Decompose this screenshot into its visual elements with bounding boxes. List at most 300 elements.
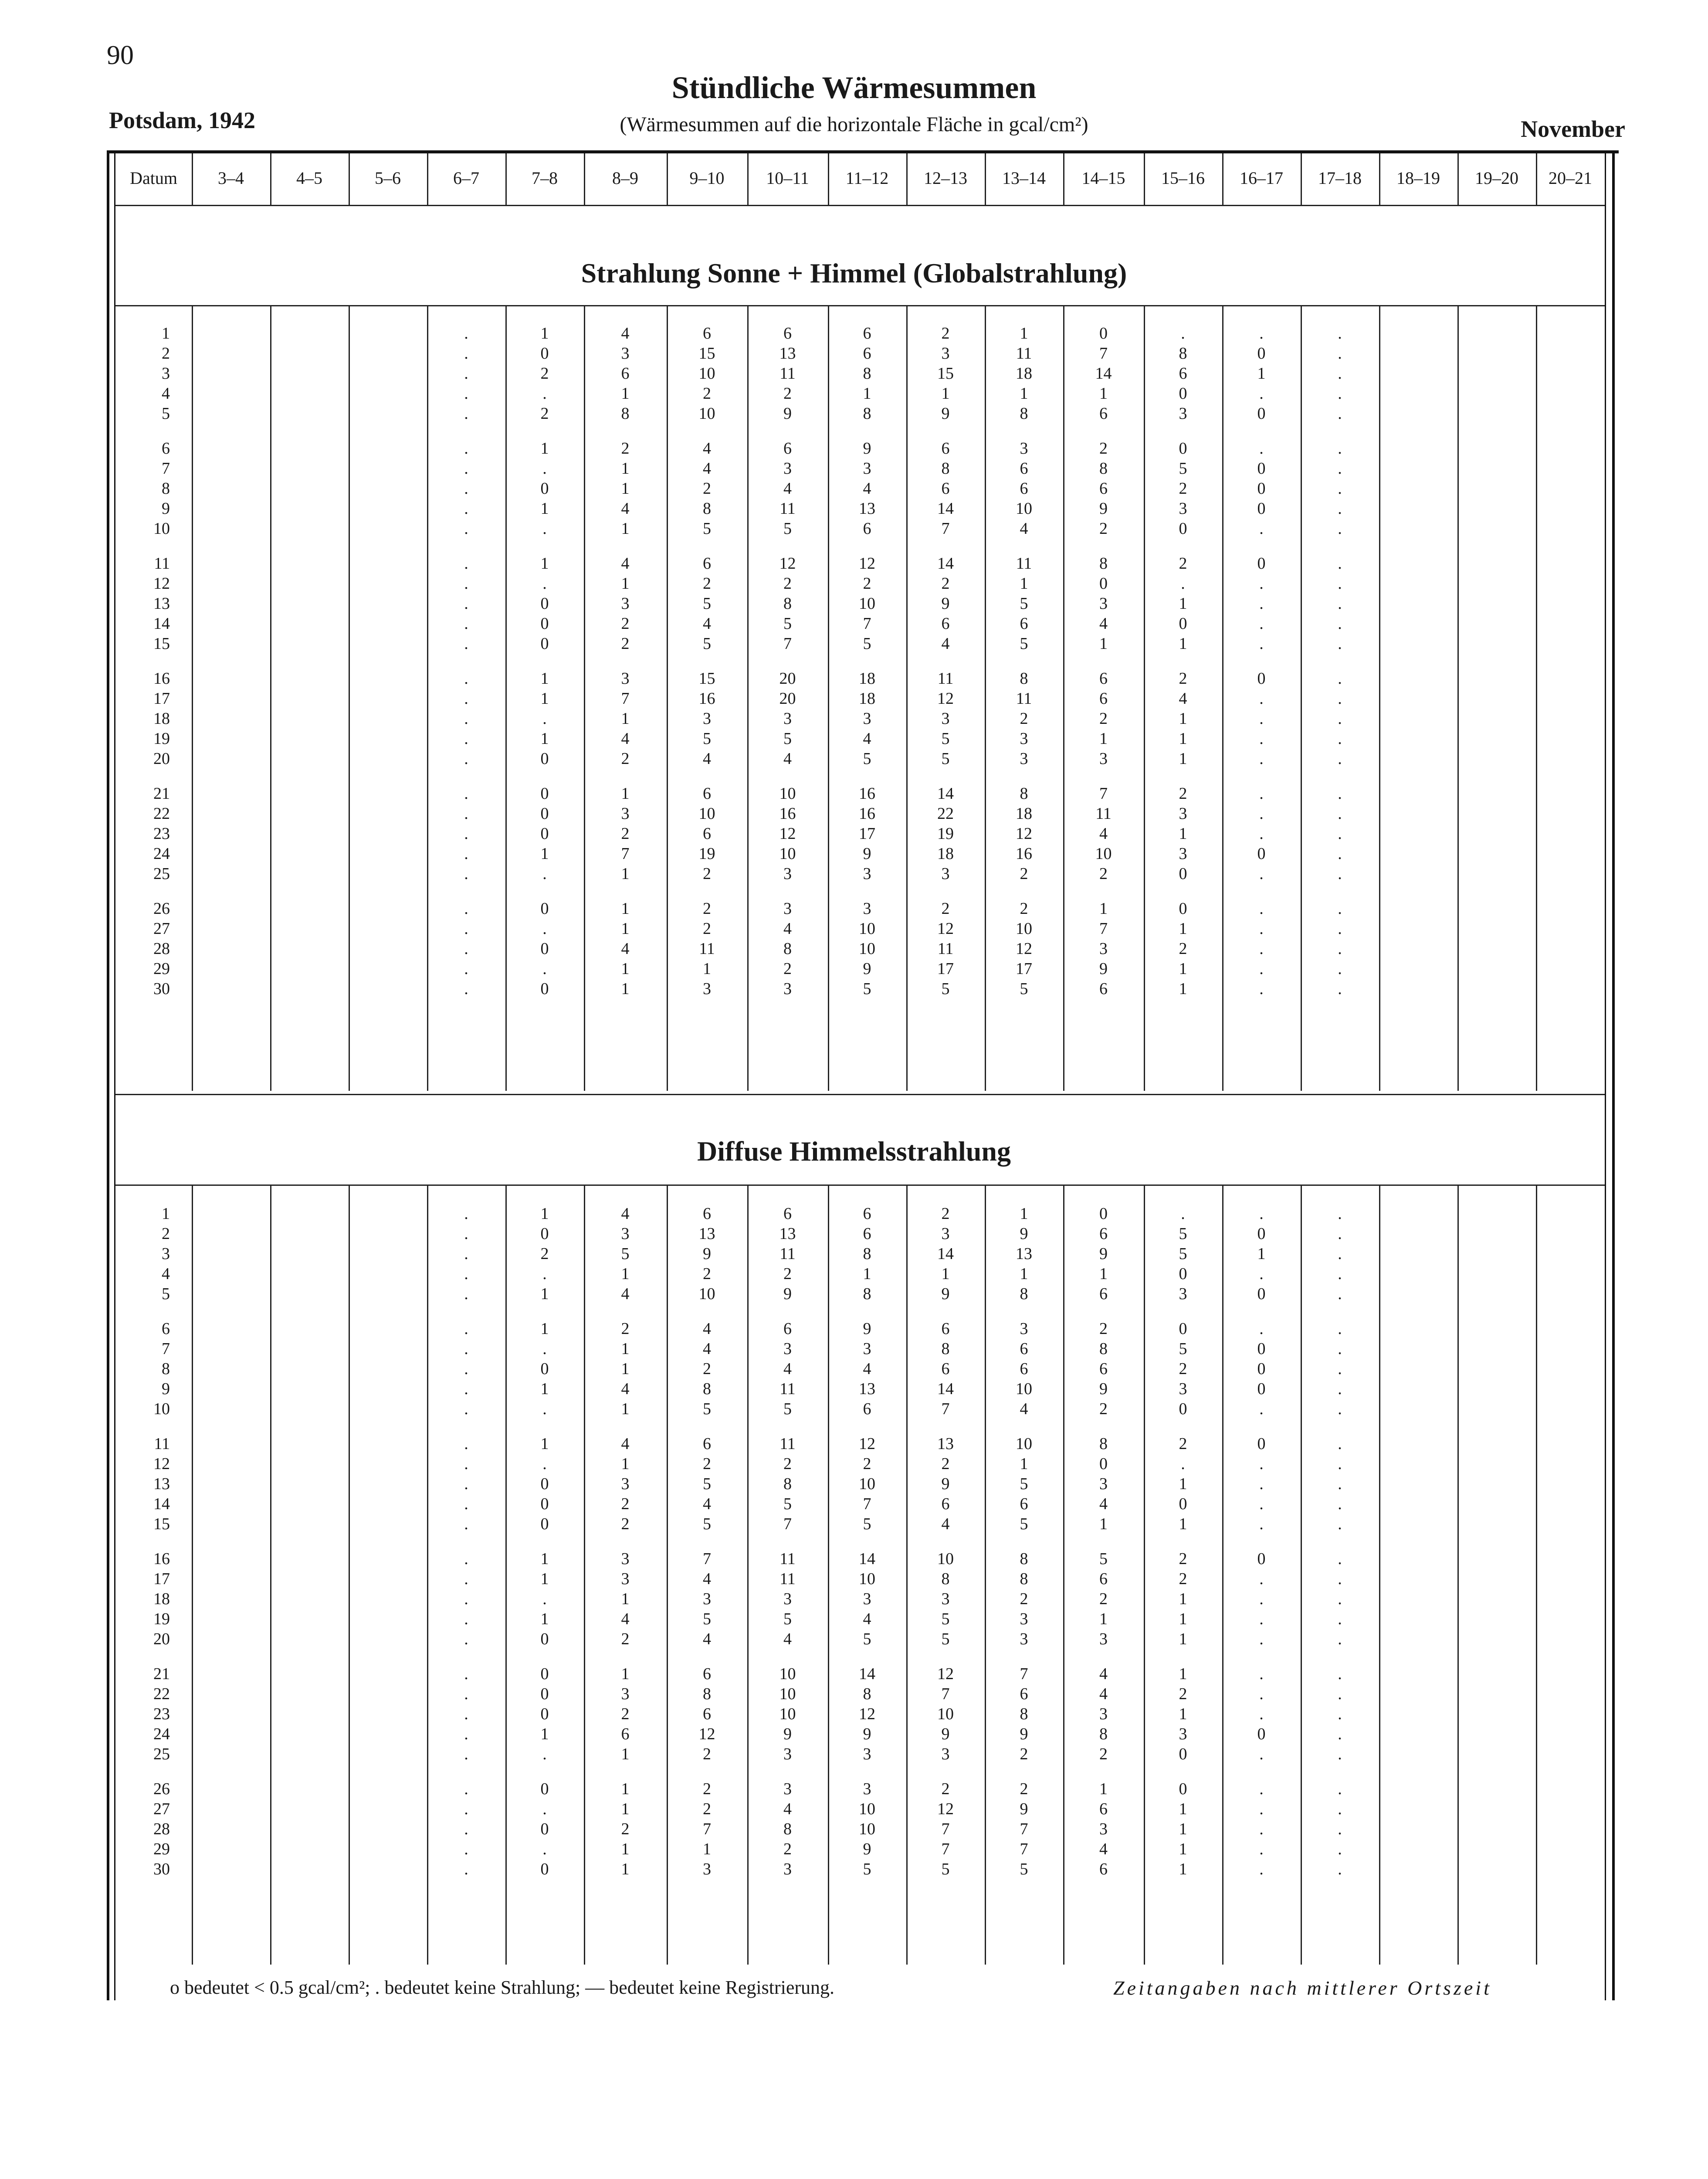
table-cell: 14: [859, 1665, 875, 1683]
day-number: 23: [153, 1705, 170, 1723]
table-cell: .: [464, 635, 468, 653]
table-cell: 3: [1099, 1475, 1108, 1493]
table-cell: 7: [1099, 920, 1108, 938]
table-cell: .: [1259, 1665, 1264, 1683]
table-cell: 0: [1179, 1400, 1187, 1418]
table-cell: 0: [1257, 845, 1266, 863]
table-cell: 1: [703, 960, 711, 978]
table-cell: 4: [1099, 1495, 1108, 1513]
column-header-datum: Datum: [130, 168, 177, 188]
table-cell: 9: [941, 594, 950, 613]
table-cell: .: [1259, 960, 1264, 978]
table-cell: 2: [621, 635, 630, 653]
day-number: 5: [162, 1285, 170, 1303]
table-cell: 7: [863, 1495, 871, 1513]
table-cell: .: [1338, 1610, 1342, 1628]
table-cell: 8: [783, 594, 792, 613]
table-cell: 20: [779, 669, 796, 688]
table-cell: .: [1259, 980, 1264, 998]
table-cell: .: [1338, 1705, 1342, 1723]
table-cell: 5: [1020, 594, 1028, 613]
table-cell: 2: [783, 1455, 792, 1473]
table-cell: 6: [863, 1205, 871, 1223]
table-cell: 5: [703, 1515, 711, 1533]
table-cell: 0: [1257, 1380, 1266, 1398]
table-cell: 8: [621, 404, 630, 423]
table-cell: 4: [621, 730, 630, 748]
table-cell: .: [1259, 750, 1264, 768]
table-cell: .: [464, 730, 468, 748]
table-cell: .: [464, 1570, 468, 1588]
table-cell: 3: [1020, 750, 1028, 768]
table-cell: .: [1338, 554, 1342, 573]
table-cell: .: [464, 384, 468, 403]
table-cell: .: [1338, 519, 1342, 538]
table-cell: 9: [941, 404, 950, 423]
table-cell: .: [464, 1205, 468, 1223]
table-cell: 0: [540, 825, 549, 843]
table-cell: 6: [863, 519, 871, 538]
table-cell: .: [1338, 439, 1342, 458]
column-divider: [270, 306, 271, 1091]
table-cell: 3: [621, 594, 630, 613]
column-header-hour: 17–18: [1318, 168, 1362, 188]
table-cell: 4: [1179, 689, 1187, 708]
table-cell: 4: [621, 324, 630, 343]
table-cell: 2: [1020, 709, 1028, 728]
column-divider: [667, 153, 668, 205]
table-cell: 7: [941, 1820, 950, 1838]
table-cell: 1: [621, 1400, 630, 1418]
table-cell: .: [464, 1380, 468, 1398]
table-cell: 1: [540, 689, 549, 708]
table-cell: .: [464, 1285, 468, 1303]
table-cell: 5: [941, 750, 950, 768]
table-cell: 1: [1179, 750, 1187, 768]
table-cell: .: [1259, 709, 1264, 728]
table-cell: .: [464, 459, 468, 478]
table-cell: 2: [1020, 899, 1028, 918]
table-cell: .: [1338, 845, 1342, 863]
table-cell: 5: [703, 1610, 711, 1628]
table-cell: .: [464, 519, 468, 538]
table-cell: .: [464, 1800, 468, 1818]
column-header-hour: 7–8: [532, 168, 558, 188]
table-cell: 20: [779, 689, 796, 708]
table-cell: .: [1338, 1685, 1342, 1703]
table-cell: 13: [698, 1225, 715, 1243]
table-cell: 4: [621, 554, 630, 573]
table-cell: .: [1338, 709, 1342, 728]
column-divider: [1222, 1186, 1223, 1965]
table-cell: 1: [621, 920, 630, 938]
table-cell: 1: [1179, 635, 1187, 653]
day-number: 14: [153, 1495, 170, 1513]
table-cell: 1: [621, 384, 630, 403]
table-cell: 10: [1016, 920, 1032, 938]
table-cell: 5: [783, 614, 792, 633]
table-cell: 1: [621, 519, 630, 538]
column-divider: [985, 153, 986, 205]
table-cell: 5: [1179, 459, 1187, 478]
table-cell: 7: [1020, 1820, 1028, 1838]
table-cell: 5: [1020, 1515, 1028, 1533]
table-cell: 6: [941, 614, 950, 633]
column-divider: [584, 153, 585, 205]
table-cell: 8: [1099, 1725, 1108, 1743]
day-number: 20: [153, 750, 170, 768]
table-cell: 0: [540, 980, 549, 998]
table-cell: .: [1259, 784, 1264, 803]
table-cell: 11: [779, 1550, 796, 1568]
day-number: 3: [162, 1245, 170, 1263]
table-cell: 0: [1179, 865, 1187, 883]
table-cell: 1: [1179, 1860, 1187, 1878]
table-cell: 3: [941, 709, 950, 728]
day-number: 9: [162, 499, 170, 518]
table-cell: 1: [621, 479, 630, 498]
table-cell: 0: [1257, 554, 1266, 573]
section-rule: [115, 305, 1605, 306]
table-cell: .: [1259, 1400, 1264, 1418]
table-cell: 10: [859, 940, 875, 958]
table-cell: .: [1259, 1455, 1264, 1473]
column-header-hour: 6–7: [453, 168, 479, 188]
table-cell: .: [1338, 384, 1342, 403]
table-cell: 1: [540, 1610, 549, 1628]
table-cell: .: [1338, 404, 1342, 423]
table-cell: 1: [1099, 899, 1108, 918]
table-frame-left-inner: [114, 150, 115, 2000]
table-cell: 5: [863, 1860, 871, 1878]
section-title: Strahlung Sonne + Himmel (Globalstrahlung): [581, 258, 1127, 288]
table-cell: 10: [698, 404, 715, 423]
table-cell: 13: [859, 1380, 875, 1398]
table-cell: 2: [863, 1455, 871, 1473]
table-cell: .: [1259, 324, 1264, 343]
table-cell: .: [542, 865, 547, 883]
table-cell: 16: [1016, 845, 1032, 863]
table-cell: .: [464, 1225, 468, 1243]
table-cell: .: [1259, 940, 1264, 958]
table-cell: 3: [863, 1590, 871, 1608]
column-divider: [906, 306, 908, 1091]
column-header-hour: 4–5: [296, 168, 322, 188]
table-cell: 3: [941, 1225, 950, 1243]
table-cell: 12: [1016, 825, 1032, 843]
column-divider: [270, 153, 271, 205]
table-cell: 2: [621, 750, 630, 768]
table-cell: 1: [863, 1265, 871, 1283]
column-header-hour: 20–21: [1549, 168, 1592, 188]
table-cell: 18: [859, 669, 875, 688]
table-cell: .: [464, 804, 468, 823]
table-cell: 2: [941, 1455, 950, 1473]
table-cell: 14: [937, 554, 954, 573]
day-number: 24: [153, 1725, 170, 1743]
table-cell: .: [542, 1800, 547, 1818]
table-cell: .: [1181, 1455, 1185, 1473]
table-cell: 6: [703, 1665, 711, 1683]
table-cell: 0: [1257, 1285, 1266, 1303]
table-cell: .: [464, 344, 468, 363]
table-cell: 2: [621, 439, 630, 458]
table-cell: 9: [863, 1840, 871, 1858]
table-cell: 3: [621, 1685, 630, 1703]
table-cell: 5: [863, 1630, 871, 1648]
table-cell: 4: [621, 499, 630, 518]
table-cell: 11: [937, 669, 954, 688]
table-cell: 6: [1099, 1285, 1108, 1303]
table-cell: .: [1259, 825, 1264, 843]
table-cell: 6: [1099, 1570, 1108, 1588]
column-divider: [584, 306, 585, 1091]
table-cell: 2: [703, 865, 711, 883]
table-cell: .: [1338, 1745, 1342, 1763]
table-cell: 7: [1099, 784, 1108, 803]
table-cell: 3: [941, 1590, 950, 1608]
table-cell: 4: [783, 1800, 792, 1818]
table-cell: 8: [703, 1380, 711, 1398]
table-cell: 3: [703, 1590, 711, 1608]
table-cell: 6: [703, 324, 711, 343]
day-number: 17: [153, 689, 170, 708]
table-cell: .: [1338, 1800, 1342, 1818]
table-cell: 2: [621, 1495, 630, 1513]
table-cell: 1: [540, 845, 549, 863]
table-cell: 1: [621, 980, 630, 998]
table-cell: 7: [703, 1550, 711, 1568]
table-cell: .: [1259, 865, 1264, 883]
table-cell: 12: [937, 1665, 954, 1683]
table-cell: 6: [621, 364, 630, 383]
table-cell: 11: [1095, 804, 1112, 823]
table-cell: 4: [783, 479, 792, 498]
day-number: 2: [162, 1225, 170, 1243]
table-cell: 5: [703, 1400, 711, 1418]
table-cell: 7: [1020, 1665, 1028, 1683]
table-cell: 1: [1179, 825, 1187, 843]
table-cell: 3: [621, 1225, 630, 1243]
table-cell: 0: [540, 1705, 549, 1723]
day-number: 11: [154, 554, 170, 573]
table-cell: 0: [540, 344, 549, 363]
table-cell: 5: [703, 519, 711, 538]
table-cell: 7: [783, 1515, 792, 1533]
table-cell: 1: [540, 1380, 549, 1398]
table-cell: 11: [699, 940, 715, 958]
table-cell: 8: [1099, 459, 1108, 478]
column-divider: [1063, 1186, 1064, 1965]
table-cell: 2: [1099, 709, 1108, 728]
table-cell: .: [1338, 1725, 1342, 1743]
table-cell: 17: [1016, 960, 1032, 978]
table-cell: 13: [779, 1225, 796, 1243]
table-cell: 2: [1020, 1780, 1028, 1798]
table-cell: 2: [540, 364, 549, 383]
table-cell: .: [464, 669, 468, 688]
table-cell: .: [542, 1265, 547, 1283]
table-cell: .: [1338, 940, 1342, 958]
table-cell: 0: [1099, 574, 1108, 593]
table-cell: 7: [621, 845, 630, 863]
table-cell: .: [464, 574, 468, 593]
table-cell: 5: [783, 730, 792, 748]
table-cell: 5: [783, 1495, 792, 1513]
table-cell: 18: [1016, 364, 1032, 383]
table-cell: 8: [863, 1685, 871, 1703]
table-cell: .: [464, 1245, 468, 1263]
table-cell: 2: [703, 1455, 711, 1473]
table-cell: .: [464, 920, 468, 938]
column-divider: [1379, 306, 1380, 1091]
table-cell: 9: [1020, 1725, 1028, 1743]
table-cell: .: [464, 1630, 468, 1648]
table-cell: .: [464, 439, 468, 458]
table-cell: .: [464, 1435, 468, 1453]
table-cell: .: [1259, 1745, 1264, 1763]
table-cell: 1: [1179, 980, 1187, 998]
table-cell: 1: [863, 384, 871, 403]
table-cell: 4: [621, 1285, 630, 1303]
table-cell: 1: [1179, 594, 1187, 613]
table-cell: 7: [941, 1685, 950, 1703]
day-number: 15: [153, 1515, 170, 1533]
table-cell: 7: [621, 689, 630, 708]
table-cell: 12: [937, 689, 954, 708]
table-cell: 1: [621, 1840, 630, 1858]
table-cell: 1: [621, 574, 630, 593]
table-cell: 3: [1179, 1725, 1187, 1743]
column-divider: [1379, 1186, 1380, 1965]
table-cell: 8: [783, 940, 792, 958]
table-cell: 1: [1179, 920, 1187, 938]
table-cell: 0: [1257, 499, 1266, 518]
table-cell: 3: [621, 1550, 630, 1568]
table-cell: .: [464, 479, 468, 498]
table-cell: 3: [783, 1590, 792, 1608]
table-cell: 6: [863, 1400, 871, 1418]
table-cell: .: [1259, 439, 1264, 458]
table-cell: .: [1259, 614, 1264, 633]
table-cell: 1: [621, 1860, 630, 1878]
day-number: 6: [162, 439, 170, 458]
table-cell: .: [464, 1590, 468, 1608]
table-cell: 4: [703, 614, 711, 633]
table-cell: 1: [621, 1265, 630, 1283]
table-cell: .: [464, 1455, 468, 1473]
table-cell: 6: [703, 1205, 711, 1223]
table-cell: 5: [703, 730, 711, 748]
table-cell: 0: [540, 1780, 549, 1798]
section-end-rule: [115, 1094, 1605, 1095]
table-cell: 6: [1099, 1800, 1108, 1818]
table-cell: 14: [937, 499, 954, 518]
table-cell: 10: [859, 594, 875, 613]
table-cell: 9: [863, 1725, 871, 1743]
table-cell: .: [464, 689, 468, 708]
table-cell: .: [464, 1685, 468, 1703]
table-cell: 1: [1020, 1455, 1028, 1473]
table-cell: .: [1338, 1380, 1342, 1398]
table-cell: 1: [1020, 384, 1028, 403]
table-cell: 1: [1179, 1800, 1187, 1818]
table-cell: .: [542, 1840, 547, 1858]
table-cell: .: [1259, 1630, 1264, 1648]
column-divider: [1536, 1186, 1537, 1965]
table-cell: 3: [621, 804, 630, 823]
table-cell: 6: [783, 1205, 792, 1223]
table-cell: .: [464, 709, 468, 728]
table-cell: 11: [779, 364, 796, 383]
table-cell: 2: [1179, 1360, 1187, 1378]
page-number: 90: [107, 41, 134, 70]
table-cell: 5: [941, 1860, 950, 1878]
table-cell: 6: [1099, 689, 1108, 708]
table-cell: 5: [783, 519, 792, 538]
table-cell: 6: [783, 324, 792, 343]
table-cell: 3: [863, 459, 871, 478]
table-cell: 1: [1099, 1610, 1108, 1628]
table-cell: 4: [703, 1570, 711, 1588]
day-number: 10: [153, 519, 170, 538]
column-divider: [427, 1186, 428, 1965]
table-cell: 10: [859, 1570, 875, 1588]
table-cell: .: [542, 1745, 547, 1763]
table-cell: 9: [1099, 960, 1108, 978]
table-cell: 1: [1099, 1265, 1108, 1283]
table-cell: 4: [1099, 1840, 1108, 1858]
table-cell: 2: [783, 960, 792, 978]
table-cell: 1: [621, 899, 630, 918]
table-cell: 2: [1099, 519, 1108, 538]
table-cell: 0: [1257, 404, 1266, 423]
table-cell: 2: [621, 614, 630, 633]
table-cell: 2: [621, 1705, 630, 1723]
table-cell: 4: [703, 1495, 711, 1513]
table-cell: .: [1181, 324, 1185, 343]
table-cell: 6: [703, 554, 711, 573]
table-cell: .: [1259, 1495, 1264, 1513]
column-divider: [1536, 153, 1537, 205]
day-number: 26: [153, 1780, 170, 1798]
table-cell: 6: [1020, 479, 1028, 498]
table-cell: 0: [1179, 1265, 1187, 1283]
table-cell: 19: [698, 845, 715, 863]
table-cell: 15: [937, 364, 954, 383]
table-cell: 1: [540, 730, 549, 748]
table-cell: 1: [1179, 1820, 1187, 1838]
column-divider: [667, 1186, 668, 1965]
table-cell: 1: [621, 1340, 630, 1358]
table-cell: 2: [1179, 479, 1187, 498]
table-cell: 9: [863, 439, 871, 458]
table-cell: 5: [703, 635, 711, 653]
table-cell: 10: [1016, 1380, 1032, 1398]
table-cell: 3: [1179, 499, 1187, 518]
table-cell: 0: [540, 899, 549, 918]
table-cell: 3: [1099, 1705, 1108, 1723]
table-cell: 2: [941, 899, 950, 918]
table-cell: 1: [621, 784, 630, 803]
day-number: 3: [162, 364, 170, 383]
table-cell: 1: [1179, 1590, 1187, 1608]
table-cell: .: [464, 364, 468, 383]
table-cell: .: [1338, 899, 1342, 918]
day-number: 27: [153, 920, 170, 938]
table-cell: 1: [621, 1455, 630, 1473]
table-cell: 12: [779, 825, 796, 843]
